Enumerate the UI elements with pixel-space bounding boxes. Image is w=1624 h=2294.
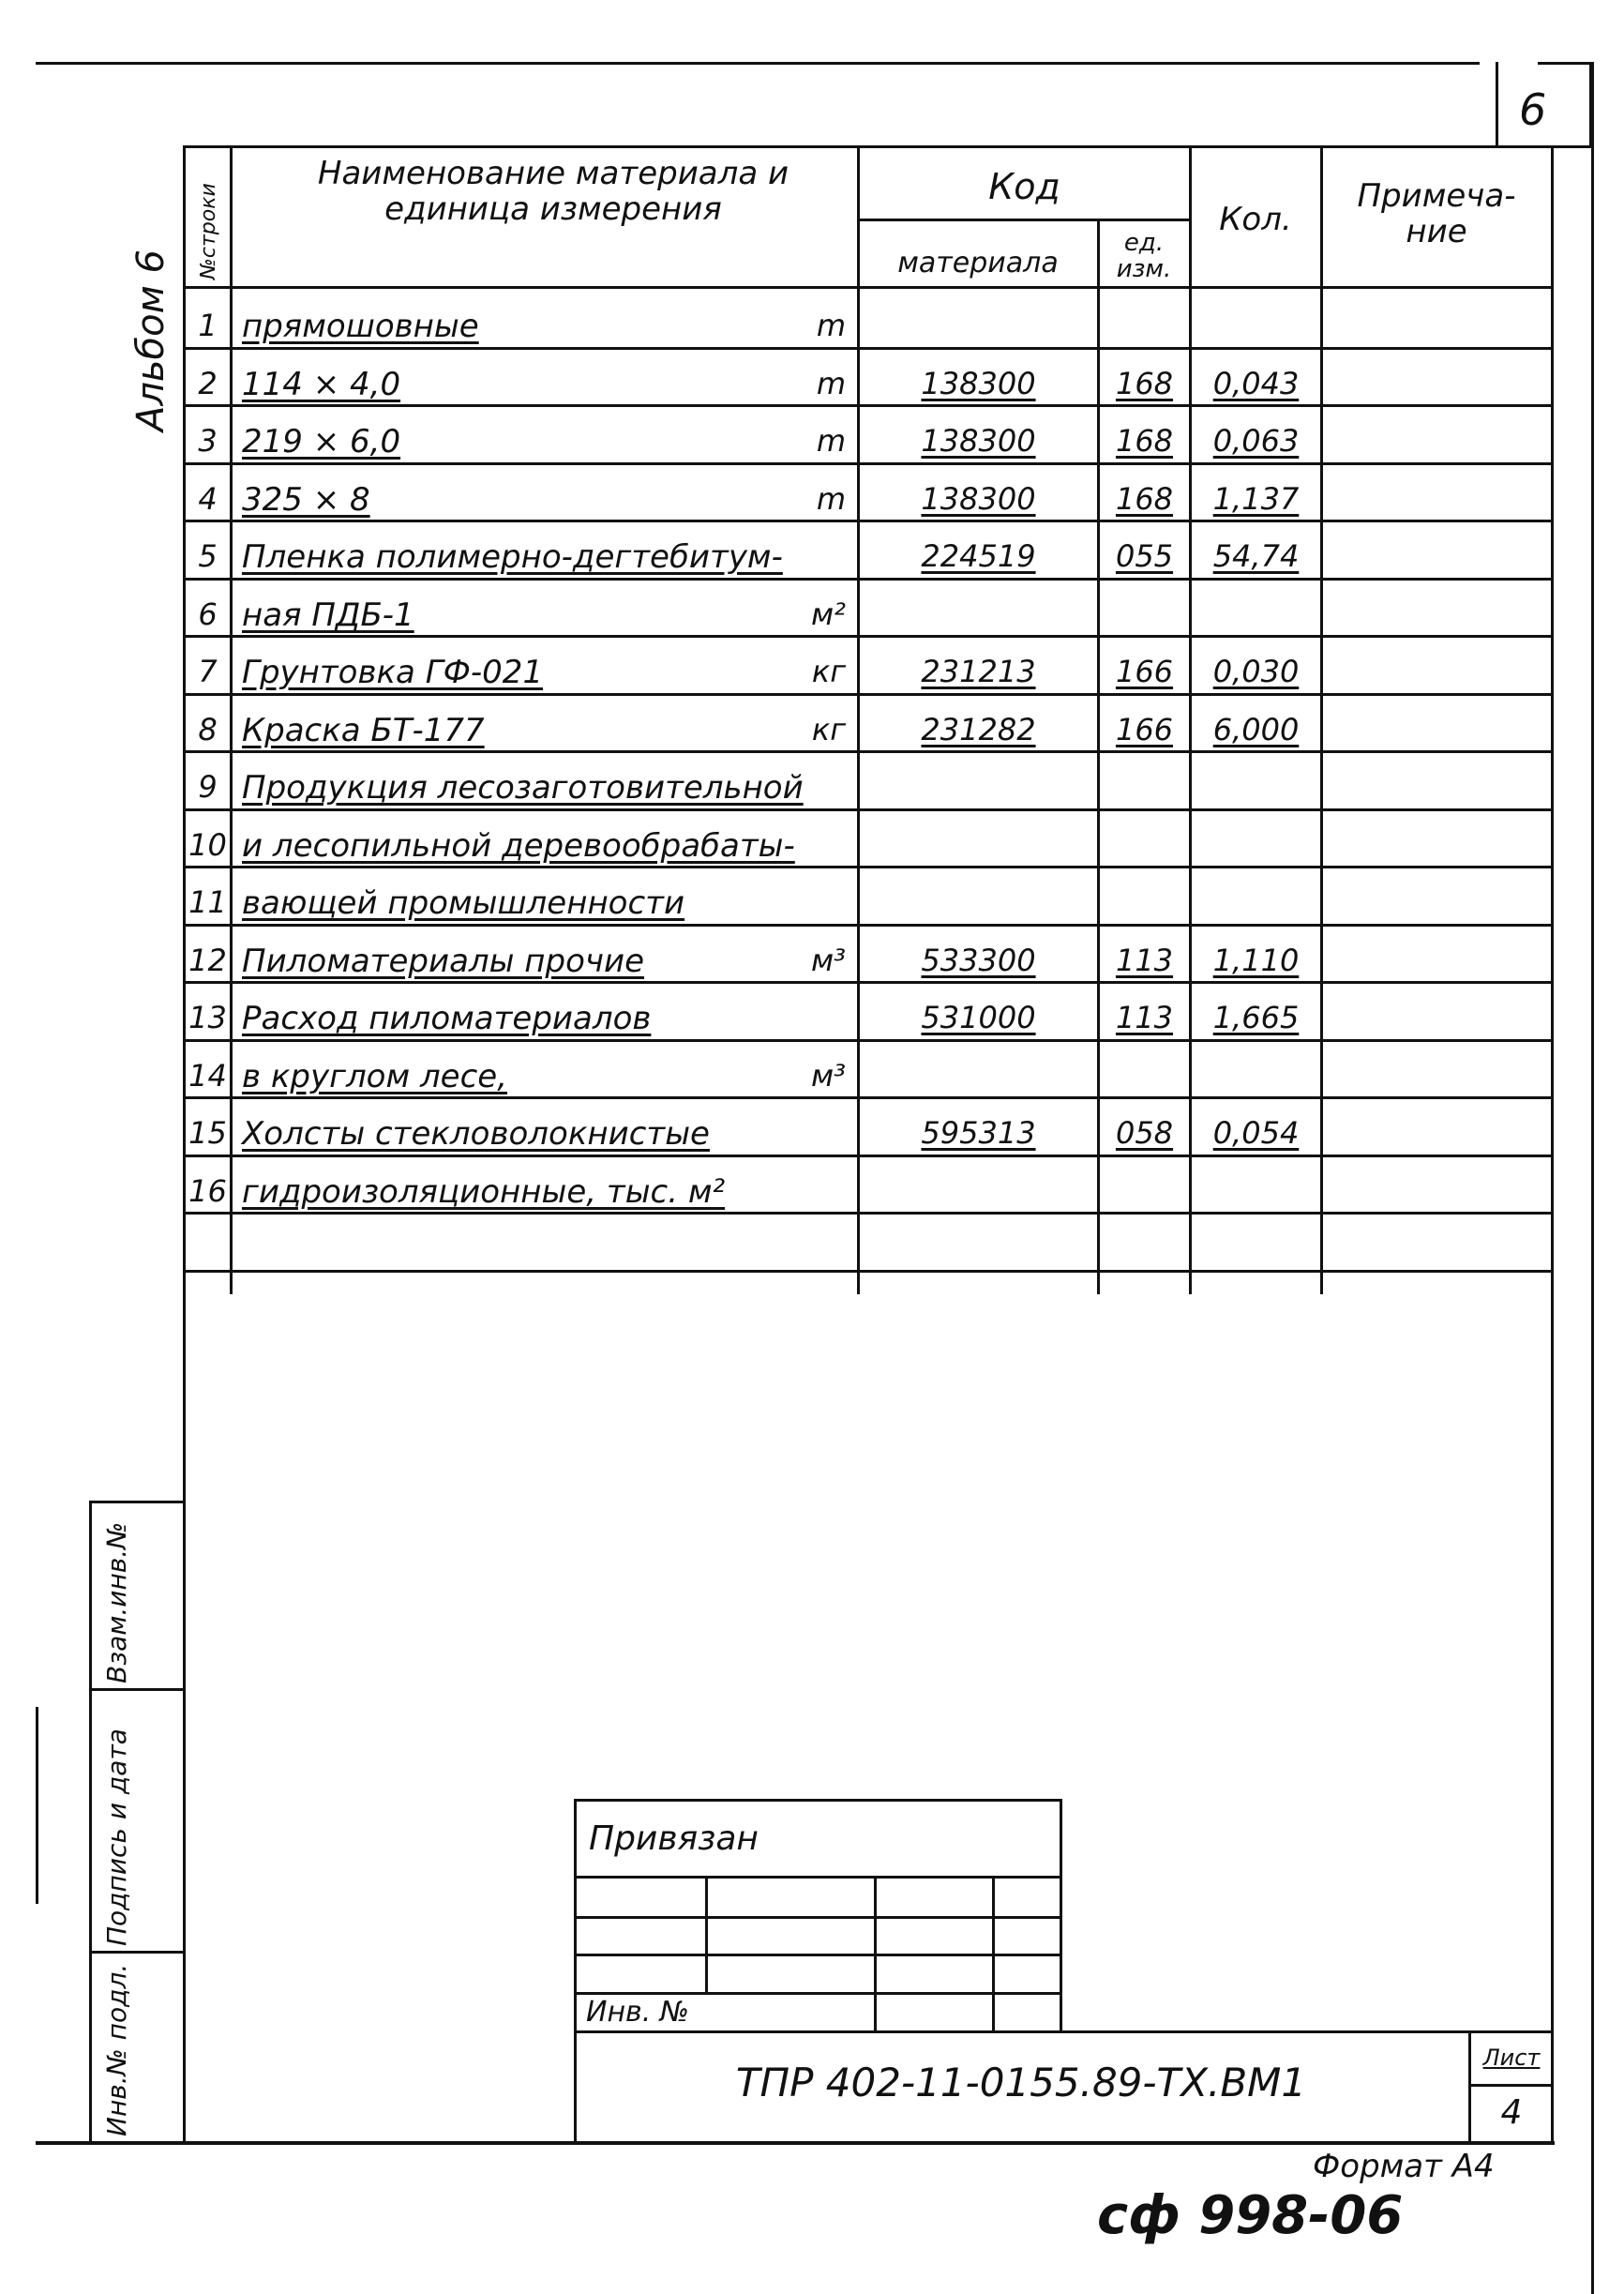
quantity: 1,665	[1212, 1000, 1300, 1035]
material-name: 325 × 8	[242, 481, 370, 519]
material-code	[860, 750, 1097, 808]
row-number: 13	[188, 1000, 227, 1035]
material-code: 138300	[921, 423, 1036, 459]
material-name-cell	[233, 578, 857, 636]
material-code	[860, 1039, 1097, 1097]
material-unit: м³	[811, 1058, 846, 1094]
side-vzam-inv: Взам.инв.№	[101, 1521, 132, 1683]
quantity	[1192, 1155, 1320, 1213]
material-name: Пиломатериалы прочие	[242, 943, 645, 980]
material-name-cell	[233, 635, 857, 693]
material-code	[860, 1212, 1097, 1270]
corner-sheet-number: 6	[1519, 84, 1547, 135]
material-unit: m	[816, 366, 846, 401]
header-code-unit: ед. изм.	[1116, 229, 1172, 283]
row-number: 12	[188, 943, 227, 978]
row-number: 10	[188, 827, 227, 863]
unit-code	[1100, 1155, 1189, 1213]
quantity: 0,030	[1212, 654, 1300, 689]
material-name: 219 × 6,0	[242, 423, 401, 460]
material-unit: м³	[811, 943, 846, 978]
material-name: в круглом лесе,	[242, 1058, 508, 1095]
unit-code	[1100, 750, 1189, 808]
quantity	[1192, 750, 1320, 808]
material-unit: кг	[811, 712, 846, 747]
material-name-cell	[233, 1096, 857, 1155]
material-name: 114 × 4,0	[242, 366, 401, 403]
frame-right	[1551, 145, 1554, 2143]
header-code-material: материала	[897, 247, 1059, 279]
row-number: 3	[198, 423, 218, 459]
material-unit: м²	[811, 596, 846, 632]
material-name-cell	[233, 1212, 857, 1270]
row-number: 16	[188, 1173, 227, 1209]
row-number: 9	[198, 769, 218, 805]
material-unit: m	[816, 481, 846, 517]
row-number: 6	[198, 596, 218, 632]
header-note: Примеча- ние	[1357, 177, 1516, 250]
header-row-number: №строки	[197, 183, 220, 279]
material-name: Продукция лесозаготовительной	[242, 769, 804, 807]
outer-right-edge	[1591, 62, 1594, 2294]
material-name-cell	[233, 1155, 857, 1213]
material-name-cell	[233, 462, 857, 521]
material-code	[860, 1155, 1097, 1213]
quantity: 0,043	[1212, 366, 1300, 401]
row-number: 15	[188, 1115, 227, 1151]
material-unit: m	[816, 308, 846, 343]
material-code: 533300	[921, 943, 1036, 978]
unit-code: 055	[1115, 538, 1174, 574]
frame-bottom	[36, 2141, 1555, 2145]
unit-code	[1100, 1039, 1189, 1097]
row-number: 8	[198, 712, 218, 747]
row-number: 1	[198, 308, 218, 343]
material-name: вающей промышленности	[242, 884, 685, 922]
quantity	[1192, 578, 1320, 636]
row-number: 14	[188, 1058, 227, 1094]
quantity: 0,063	[1212, 423, 1300, 459]
unit-code: 166	[1115, 712, 1174, 747]
material-code: 595313	[921, 1115, 1036, 1151]
material-code: 231282	[921, 712, 1036, 747]
material-code: 138300	[921, 481, 1036, 517]
unit-code: 166	[1115, 654, 1174, 689]
material-name: Краска БТ-177	[242, 712, 485, 749]
document-code: ТПР 402-11-0155.89-ТХ.ВМ1	[735, 2060, 1307, 2105]
row-number: 7	[198, 654, 218, 689]
quantity: 0,054	[1212, 1115, 1300, 1151]
quantity: 6,000	[1212, 712, 1300, 747]
quantity	[1192, 808, 1320, 867]
material-name-cell	[233, 866, 857, 924]
album-label: Альбом 6	[129, 249, 173, 431]
stamp-inv-no: Инв. №	[586, 1996, 690, 2029]
material-code	[860, 808, 1097, 867]
material-name-cell	[233, 404, 857, 462]
quantity: 1,137	[1212, 481, 1300, 517]
material-code: 231213	[921, 654, 1036, 689]
header-name: Наименование материала и единица измерения	[317, 155, 789, 228]
unit-code: 168	[1115, 366, 1174, 401]
material-name-cell	[233, 347, 857, 405]
material-code: 531000	[921, 1000, 1036, 1035]
material-name: Грунтовка ГФ-021	[242, 654, 544, 691]
header-qty: Кол.	[1219, 201, 1292, 238]
material-name: Пленка полимерно-дегтебитум-	[242, 538, 783, 576]
unit-code	[1100, 808, 1189, 867]
material-name-cell	[233, 808, 857, 867]
stamp-sheet-label: Лист	[1482, 2045, 1541, 2071]
material-code	[860, 578, 1097, 636]
unit-code	[1100, 1212, 1189, 1270]
material-unit: кг	[811, 654, 846, 689]
material-name: ная ПДБ-1	[242, 596, 414, 634]
material-name-cell	[233, 289, 857, 347]
material-name: Расход пиломатериалов	[242, 1000, 652, 1037]
quantity	[1192, 1212, 1320, 1270]
quantity: 1,110	[1212, 943, 1300, 978]
material-name-cell	[233, 924, 857, 982]
material-unit: m	[816, 423, 846, 459]
material-code	[860, 289, 1097, 347]
header-code: Код	[988, 166, 1060, 207]
unit-code: 168	[1115, 423, 1174, 459]
side-podpis-data: Подпись и дата	[101, 1728, 132, 1946]
row-number	[186, 1212, 230, 1270]
frame-top	[183, 145, 1594, 148]
material-name-cell	[233, 693, 857, 751]
material-code: 224519	[921, 538, 1036, 574]
material-name: и лесопильной деревообрабаты-	[242, 827, 795, 865]
quantity	[1192, 289, 1320, 347]
archive-number: сф 998-06	[1097, 2185, 1404, 2246]
top-rule-right	[1538, 62, 1594, 65]
material-name-cell	[233, 750, 857, 808]
row-divider	[186, 1270, 1551, 1273]
row-number: 4	[198, 481, 218, 517]
row-number: 11	[188, 884, 227, 920]
unit-code	[1100, 866, 1189, 924]
unit-code: 058	[1115, 1115, 1174, 1151]
unit-code: 113	[1115, 943, 1174, 978]
side-inv-podl: Инв.№ подл.	[101, 1963, 132, 2136]
stamp-sheet-number: 4	[1500, 2093, 1523, 2132]
material-name: Холсты стекловолокнистые	[242, 1115, 710, 1153]
unit-code	[1100, 578, 1189, 636]
unit-code: 113	[1115, 1000, 1174, 1035]
format-label: Формат А4	[1313, 2148, 1495, 2185]
unit-code: 168	[1115, 481, 1174, 517]
quantity	[1192, 866, 1320, 924]
row-number: 2	[198, 366, 218, 401]
quantity	[1192, 1039, 1320, 1097]
material-code: 138300	[921, 366, 1036, 401]
stamp-privyazan: Привязан	[589, 1819, 759, 1858]
unit-code	[1100, 289, 1189, 347]
material-name-cell	[233, 981, 857, 1039]
top-rule	[36, 62, 1480, 65]
quantity: 54,74	[1212, 538, 1300, 574]
material-name: прямошовные	[242, 308, 479, 345]
material-code	[860, 866, 1097, 924]
material-name-cell	[233, 520, 857, 578]
material-name: гидроизоляционные, тыс. м²	[242, 1173, 726, 1211]
row-number: 5	[198, 538, 218, 574]
material-name-cell	[233, 1039, 857, 1097]
